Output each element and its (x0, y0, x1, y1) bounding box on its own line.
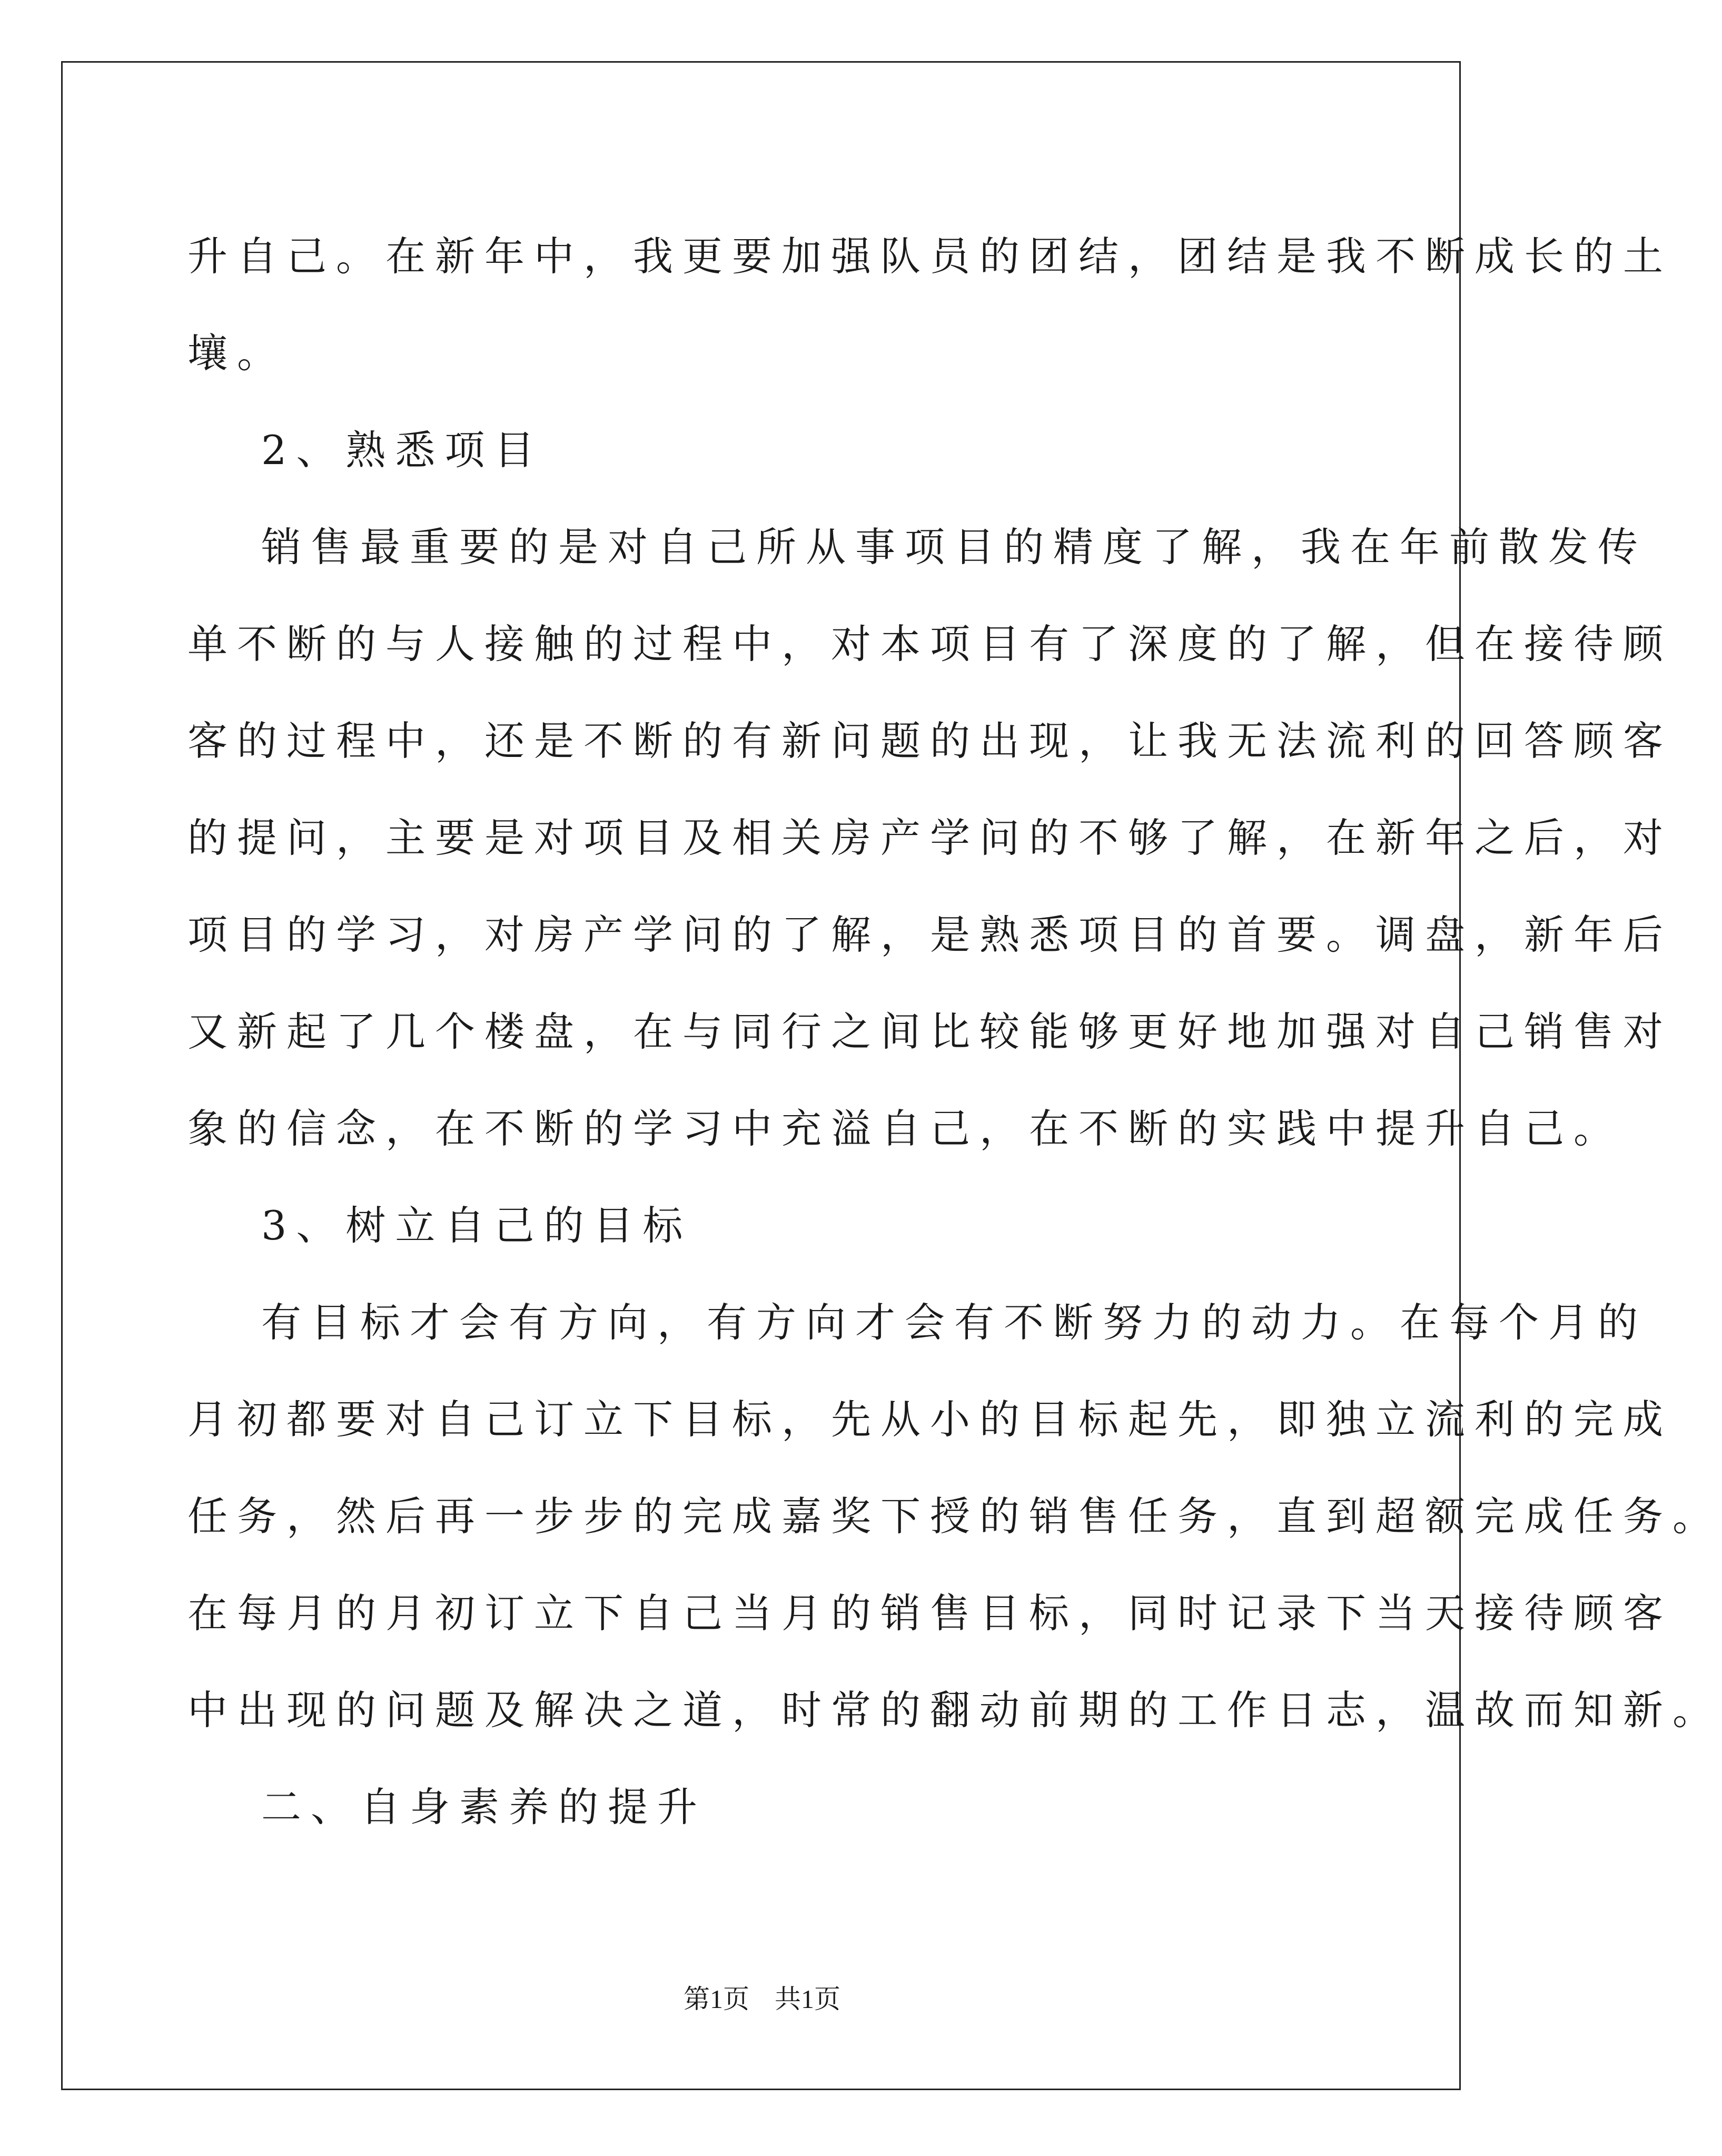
text-line: 月初都要对自己订立下目标，先从小的目标起先，即独立流利的完成 (187, 1396, 1672, 1443)
section-heading: 二、自身素养的提升 (261, 1784, 707, 1830)
text-line: 又新起了几个楼盘，在与同行之间比较能够更好地加强对自己销售对 (187, 1008, 1672, 1055)
text-line: 在每月的月初订立下自己当月的销售目标，同时记录下当天接待顾客 (187, 1590, 1672, 1637)
text-line: 有目标才会有方向，有方向才会有不断努力的动力。在每个月的 (261, 1299, 1647, 1346)
section-heading: 3、树立自己的目标 (261, 1202, 692, 1249)
text-line: 象的信念，在不断的学习中充溢自己，在不断的实践中提升自己。 (187, 1105, 1623, 1152)
text-line: 单不断的与人接触的过程中，对本项目有了深度的了解，但在接待顾 (187, 621, 1672, 667)
page-footer (0, 1978, 1524, 2016)
text-line: 壤。 (187, 330, 286, 377)
text-line: 销售最重要的是对自己所从事项目的精度了解，我在年前散发传 (261, 524, 1647, 570)
page-number: 第1页 (684, 1984, 749, 2014)
text-line: 客的过程中，还是不断的有新问题的出现，让我无法流利的回答顾客 (187, 717, 1672, 764)
text-line: 的提问，主要是对项目及相关房产学问的不够了解，在新年之后，对 (187, 814, 1672, 861)
text-line: 中出现的问题及解决之道，时常的翻动前期的工作日志，温故而知新。 (187, 1687, 1722, 1734)
section-heading: 2、熟悉项目 (261, 427, 544, 474)
text-line: 项目的学习，对房产学问的了解，是熟悉项目的首要。调盘，新年后 (187, 911, 1672, 958)
page-total: 共1页 (775, 1984, 840, 2014)
document-body (187, 208, 1722, 1856)
text-line: 任务，然后再一步步的完成嘉奖下授的销售任务，直到超额完成任务。 (187, 1493, 1722, 1540)
text-line: 升自己。在新年中，我更要加强队员的团结，团结是我不断成长的土 (187, 233, 1672, 280)
